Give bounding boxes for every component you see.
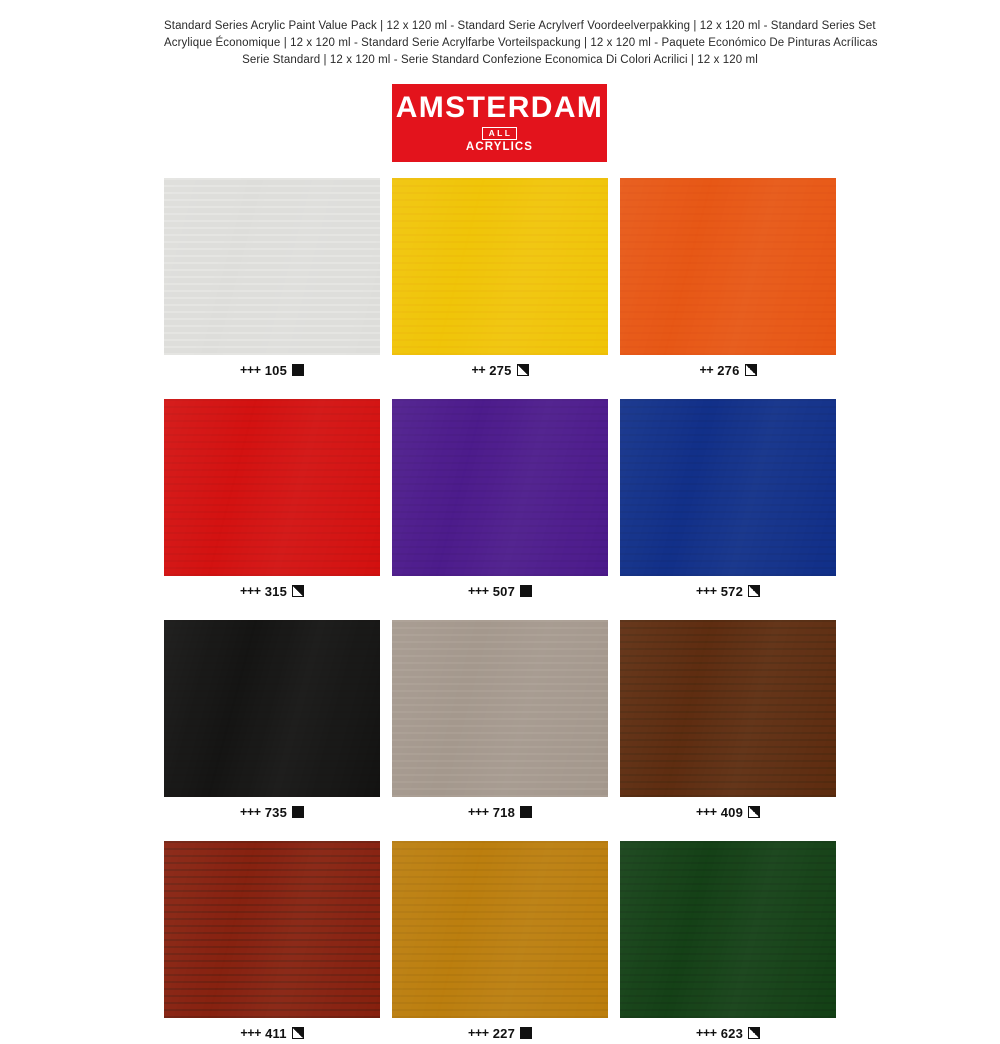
color-number: 411 — [265, 1025, 287, 1041]
logo-acrylics-text: ACRYLICS — [465, 141, 534, 153]
lightfastness-rating: +++ — [696, 805, 717, 819]
color-swatch — [392, 841, 608, 1018]
swatch-caption — [620, 797, 836, 823]
color-number: 718 — [492, 804, 515, 820]
color-swatch — [164, 399, 380, 576]
paint-highlight-overlay — [392, 178, 608, 355]
color-swatch — [164, 178, 380, 355]
color-number: 105 — [264, 362, 287, 378]
color-number: 409 — [720, 804, 743, 820]
swatch-caption — [164, 797, 380, 823]
color-swatch — [392, 178, 608, 355]
paint-highlight-overlay — [164, 399, 380, 576]
swatch-cell — [164, 620, 380, 823]
description-line-1: Standard Series Acrylic Paint Value Pack | 12 x 120 ml - Standard Serie Acrylverf Voordeelverpakking | 12 x 120 ml - Standard Series Set — [164, 20, 876, 32]
swatch-cell — [620, 399, 836, 602]
paint-highlight-overlay — [620, 841, 836, 1018]
color-number: 315 — [264, 583, 287, 599]
color-swatch — [392, 399, 608, 576]
semi-transparent-icon — [292, 1027, 304, 1039]
opaque-icon — [520, 585, 532, 597]
paint-highlight-overlay — [164, 178, 380, 355]
color-swatch — [392, 620, 608, 797]
swatch-cell — [392, 620, 608, 823]
lightfastness-rating: +++ — [240, 805, 261, 819]
semi-transparent-icon — [745, 364, 757, 376]
swatch-cell — [620, 841, 836, 1044]
semi-transparent-icon — [292, 585, 304, 597]
description-line-3: Serie Standard | 12 x 120 ml - Serie Standard Confezione Economica Di Colori Acrilici | 12 x 120 ml — [242, 54, 758, 66]
swatch-caption — [164, 576, 380, 602]
lightfastness-rating: +++ — [468, 584, 489, 598]
amsterdam-logo — [392, 84, 607, 162]
semi-transparent-icon — [748, 1027, 760, 1039]
swatch-cell — [164, 399, 380, 602]
logo-subtitle — [466, 127, 533, 154]
swatch-cell — [620, 620, 836, 823]
product-description — [164, 18, 878, 69]
opaque-icon — [292, 364, 304, 376]
color-number: 507 — [492, 583, 515, 599]
semi-transparent-icon — [748, 585, 760, 597]
swatch-cell — [392, 841, 608, 1044]
lightfastness-rating: +++ — [696, 1026, 717, 1040]
color-swatch — [164, 841, 380, 1018]
paint-highlight-overlay — [392, 399, 608, 576]
semi-transparent-icon — [517, 364, 529, 376]
opaque-icon — [292, 806, 304, 818]
semi-transparent-icon — [748, 806, 760, 818]
swatch-caption — [392, 797, 608, 823]
paint-highlight-overlay — [620, 178, 836, 355]
swatch-caption — [620, 1018, 836, 1044]
paint-highlight-overlay — [392, 841, 608, 1018]
lightfastness-rating: +++ — [468, 1026, 489, 1040]
color-number: 276 — [717, 362, 740, 378]
color-swatch — [620, 399, 836, 576]
lightfastness-rating: ++ — [699, 363, 714, 377]
swatch-caption — [620, 576, 836, 602]
swatch-cell — [164, 178, 380, 381]
description-line-2: Acrylique Économique | 12 x 120 ml - Standard Serie Acrylfarbe Vorteilspackung | 12 x 120 ml - Paquete Económico De Pinturas Acrílicas — [164, 37, 878, 49]
paint-highlight-overlay — [620, 620, 836, 797]
color-number: 623 — [720, 1025, 743, 1041]
color-swatch — [620, 178, 836, 355]
lightfastness-rating: +++ — [240, 363, 261, 377]
swatch-cell — [392, 399, 608, 602]
lightfastness-rating: ++ — [471, 363, 486, 377]
swatch-cell — [392, 178, 608, 381]
swatch-cell — [164, 841, 380, 1044]
color-swatch — [620, 620, 836, 797]
paint-highlight-overlay — [620, 399, 836, 576]
paint-highlight-overlay — [392, 620, 608, 797]
logo-all-text: ALL — [482, 127, 518, 140]
swatch-caption — [164, 355, 380, 381]
color-number: 275 — [489, 362, 512, 378]
color-swatch — [164, 620, 380, 797]
swatch-caption — [164, 1018, 380, 1044]
lightfastness-rating: +++ — [468, 805, 489, 819]
lightfastness-rating: +++ — [240, 1026, 262, 1040]
opaque-icon — [520, 1027, 532, 1039]
brand-name: AMSTERDAM — [395, 91, 604, 124]
lightfastness-rating: +++ — [240, 584, 261, 598]
swatch-caption — [392, 355, 608, 381]
lightfastness-rating: +++ — [696, 584, 717, 598]
swatch-caption — [392, 576, 608, 602]
swatch-caption — [620, 355, 836, 381]
color-swatch-grid — [164, 178, 836, 1044]
swatch-cell — [620, 178, 836, 381]
paint-highlight-overlay — [164, 841, 380, 1018]
paint-highlight-overlay — [164, 620, 380, 797]
color-swatch — [620, 841, 836, 1018]
swatch-caption — [392, 1018, 608, 1044]
color-number: 735 — [264, 804, 287, 820]
color-number: 227 — [492, 1025, 515, 1041]
opaque-icon — [520, 806, 532, 818]
color-number: 572 — [720, 583, 743, 599]
